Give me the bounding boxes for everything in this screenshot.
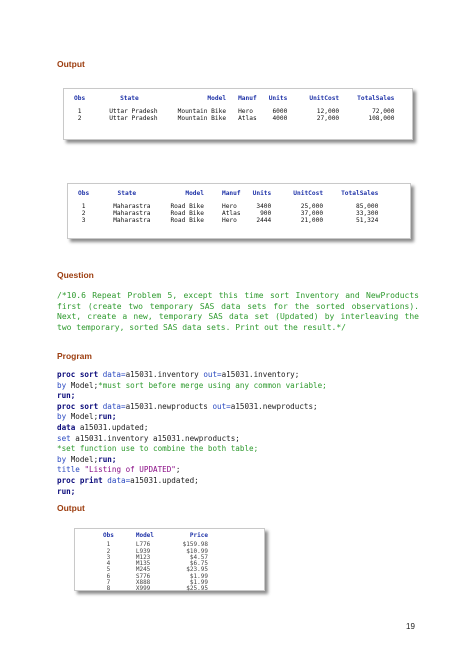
table-cell: 7 <box>106 579 111 587</box>
sas-output-panel-3 <box>74 528 265 591</box>
table-row: 1 Uttar Pradesh Mountain Bike Hero 6000 12,000 72,000 <box>77 108 395 115</box>
output-table-3 <box>97 533 214 593</box>
column-header: State <box>117 190 137 197</box>
code-token: a15031.updated; <box>130 475 199 485</box>
code-token: set <box>57 433 76 443</box>
code-token: run; <box>98 454 117 464</box>
column-header: Units <box>268 95 288 102</box>
table-cell: $159.98 <box>182 541 208 549</box>
table-cell: 6 <box>106 572 111 580</box>
code-line <box>57 487 327 498</box>
table-cell: X888 <box>135 579 151 587</box>
code-line <box>57 370 327 381</box>
code-token: a15031.newproducts <box>125 401 213 411</box>
code-line <box>57 455 327 466</box>
code-token: data= <box>102 401 126 411</box>
code-token: a15031.newproducts; <box>230 401 318 411</box>
page-number: 19 <box>406 622 415 631</box>
table-cell: 4 <box>106 560 111 568</box>
sas-output-panel-2 <box>67 183 411 239</box>
sas-code-block <box>57 370 327 497</box>
code-token: run; <box>57 486 76 496</box>
column-header: Model <box>185 190 204 197</box>
column-header: Manuf <box>238 95 257 102</box>
table-cell: $1.99 <box>189 572 208 580</box>
column-header: State <box>120 95 139 102</box>
code-token: Model; <box>70 454 99 464</box>
code-token: proc sort <box>57 370 103 379</box>
code-token: by <box>57 380 71 390</box>
column-header: Model <box>207 95 227 102</box>
table-cell: $25.95 <box>186 585 208 593</box>
code-token: a15031.inventory <box>125 370 204 379</box>
table-header-row <box>72 190 384 197</box>
table-cell: $1.99 <box>189 579 208 587</box>
code-token: a15031.inventory; <box>221 370 300 379</box>
question-text: /*10.6 Repeat Problem 5, except this time sort Inventory and NewProducts first (create two temporary SAS data sets for the sorted observations). Next, create a new, temporary SAS data set (Updated) by interleaving the two temporary, sorted SAS data sets. Print out the result.*/ <box>57 291 419 332</box>
code-token: a15031.updated; <box>79 422 149 432</box>
code-line <box>57 402 327 413</box>
code-line <box>57 412 327 423</box>
code-token: "Listing of UPDATED" <box>84 465 176 475</box>
code-token: out= <box>203 370 222 379</box>
column-header: TotalSales <box>341 190 379 197</box>
code-token: run; <box>57 391 76 401</box>
program-heading: Program <box>57 351 92 361</box>
code-token: run; <box>98 412 117 422</box>
code-token: title <box>57 465 85 475</box>
table-cell: $6.75 <box>189 560 208 568</box>
table-header-row <box>68 95 400 102</box>
column-header: Units <box>252 190 272 197</box>
code-line <box>57 444 327 455</box>
column-header: Obs <box>103 532 114 539</box>
table-cell: M245 <box>135 566 151 574</box>
table-row: 3 Maharastra Road Bike Hero 2444 21,000 51,324 <box>81 217 379 224</box>
table-cell: 8 <box>106 585 111 593</box>
table-cell: 1 <box>106 541 111 549</box>
column-header: Model <box>135 532 154 539</box>
column-header: Price <box>189 532 208 539</box>
code-line <box>57 391 327 402</box>
code-token: proc sort <box>57 401 103 411</box>
code-token: out= <box>212 401 231 411</box>
code-token: Model; <box>70 412 99 422</box>
table-cell: $4.57 <box>189 553 208 561</box>
table-cell: 3 <box>106 553 111 561</box>
column-header: UnitCost <box>293 190 324 197</box>
code-token: ; <box>175 465 181 475</box>
code-token: Model; <box>70 380 99 390</box>
code-token: data= <box>107 475 131 485</box>
code-token: proc print <box>57 475 108 485</box>
table-cell: 2 <box>106 547 111 555</box>
table-cell: M135 <box>135 560 151 568</box>
code-token: a15031.inventory a15031.newproducts; <box>75 433 240 443</box>
code-token: by <box>57 412 71 422</box>
code-token: *set function use to combine the both table; <box>57 444 259 454</box>
output-heading: Output <box>57 59 85 69</box>
code-token: data <box>57 422 80 432</box>
code-token: by <box>57 454 71 464</box>
table-cell: M123 <box>135 553 151 561</box>
table-row: 1 Maharastra Road Bike Hero 3400 25,000 85,000 <box>81 203 379 210</box>
table-cell: $10.99 <box>186 547 208 555</box>
table-row: 2 Uttar Pradesh Mountain Bike Atlas 4000 27,000 108,000 <box>77 115 395 122</box>
column-header: Obs <box>78 190 90 197</box>
output-heading-2: Output <box>57 503 85 513</box>
code-token: data= <box>102 370 126 379</box>
table-cell: S776 <box>135 572 151 580</box>
code-line <box>57 434 327 445</box>
code-line <box>57 423 327 434</box>
question-heading: Question <box>57 270 94 280</box>
column-header: TotalSales <box>357 95 395 102</box>
table-cell: L776 <box>135 541 151 549</box>
table-cell: 5 <box>106 566 111 574</box>
table-cell: L939 <box>135 547 151 555</box>
sas-output-panel-1 <box>63 88 413 140</box>
table-cell: $23.95 <box>186 566 208 574</box>
code-line <box>57 465 327 476</box>
table-cell: X999 <box>135 585 151 593</box>
column-header: Manuf <box>221 190 241 197</box>
column-header: Obs <box>74 95 86 102</box>
table-row: 2 Maharastra Road Bike Atlas 900 37,000 33,300 <box>81 210 379 217</box>
column-header: UnitCost <box>309 95 340 102</box>
output-table-1 <box>68 95 400 122</box>
code-token: *must sort before merge using any common variable; <box>98 380 327 390</box>
code-line <box>57 476 327 487</box>
code-line <box>57 381 327 392</box>
table-row <box>97 586 214 592</box>
output-table-2 <box>72 190 384 224</box>
